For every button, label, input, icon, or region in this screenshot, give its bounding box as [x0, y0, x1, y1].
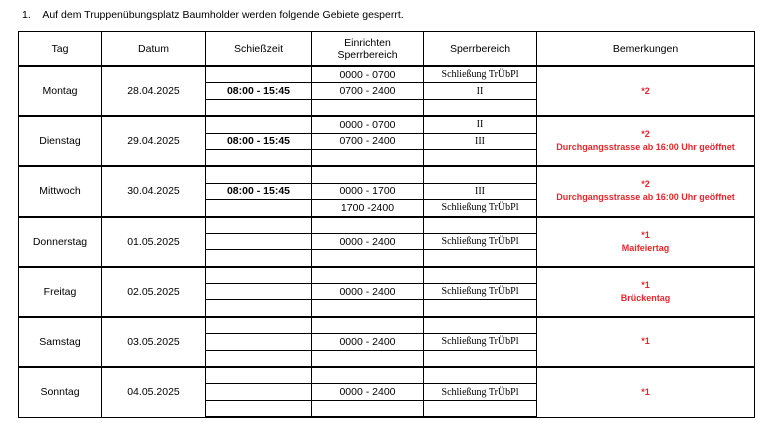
remark-text: Durchgangsstrasse ab 16:00 Uhr geöffnet: [556, 142, 735, 153]
remarks-cell: [537, 66, 755, 116]
day-date: 02.05.2025: [102, 267, 206, 317]
closure-area: [424, 367, 537, 384]
col-header-einrichten: Einrichten Sperrbereich: [312, 32, 424, 67]
day-date: 01.05.2025: [102, 217, 206, 267]
shooting-time: [206, 217, 312, 234]
setup-area-time: 0000 - 2400: [312, 334, 424, 350]
col-header-bemerkungen: Bemerkungen: [537, 32, 755, 67]
shooting-time: [206, 350, 312, 367]
setup-area-time: 0000 - 2400: [312, 384, 424, 400]
table-row: [19, 66, 755, 83]
day-name: Samstag: [19, 317, 102, 367]
remarks-cell: [537, 317, 755, 367]
closure-area: Schließung TrÜbPl: [424, 200, 537, 217]
remark-text: Brückentag: [620, 292, 671, 303]
shooting-time: [206, 66, 312, 83]
closure-area: Schließung TrÜbPl: [424, 384, 537, 400]
col-header-tag: Tag: [19, 32, 102, 67]
closure-area: III: [424, 133, 537, 149]
setup-area-time: [312, 400, 424, 417]
shooting-time: [206, 233, 312, 249]
shooting-time: [206, 317, 312, 334]
closure-area: [424, 400, 537, 417]
shooting-time: [206, 149, 312, 166]
setup-area-time: [312, 267, 424, 284]
day-name: Sonntag: [19, 367, 102, 417]
shooting-time: [206, 334, 312, 350]
setup-area-time: [312, 250, 424, 267]
remarks-cell: [537, 116, 755, 166]
section-title: Auf dem Truppenübungsplatz Baumholder werden folgende Gebiete gesperrt.: [42, 9, 404, 21]
day-name: Mittwoch: [19, 166, 102, 216]
day-name: Freitag: [19, 267, 102, 317]
day-date: 04.05.2025: [102, 367, 206, 417]
remark-text: Maifeiertag: [621, 242, 670, 253]
shooting-time: [206, 166, 312, 183]
closure-area: Schließung TrÜbPl: [424, 233, 537, 249]
setup-area-time: 0000 - 2400: [312, 284, 424, 300]
day-date: 28.04.2025: [102, 66, 206, 116]
shooting-time: [206, 250, 312, 267]
day-name: Dienstag: [19, 116, 102, 166]
closure-area: [424, 317, 537, 334]
setup-area-time: 1700 -2400: [312, 200, 424, 217]
remarks-cell: [537, 267, 755, 317]
table-row: [19, 217, 755, 234]
day-date: 29.04.2025: [102, 116, 206, 166]
remark-footnote: *2: [641, 179, 650, 190]
day-date: 30.04.2025: [102, 166, 206, 216]
setup-area-time: 0000 - 0700: [312, 66, 424, 83]
setup-area-time: 0700 - 2400: [312, 133, 424, 149]
remark-footnote: *1: [641, 336, 650, 347]
closure-area: [424, 99, 537, 116]
setup-area-time: [312, 166, 424, 183]
closure-area: Schließung TrÜbPl: [424, 284, 537, 300]
shooting-time: [206, 116, 312, 133]
shooting-time: [206, 99, 312, 116]
remark-text: Durchgangsstrasse ab 16:00 Uhr geöffnet: [556, 192, 735, 203]
table-row: [19, 116, 755, 133]
closure-area: [424, 217, 537, 234]
shooting-time: 08:00 - 15:45: [206, 83, 312, 99]
closure-schedule-table: [18, 31, 755, 418]
table-header-row: [19, 32, 755, 67]
table-row: [19, 367, 755, 384]
closure-area: Schließung TrÜbPl: [424, 66, 537, 83]
shooting-time: [206, 384, 312, 400]
section-heading: [22, 9, 404, 21]
closure-area: Schließung TrÜbPl: [424, 334, 537, 350]
setup-area-time: [312, 217, 424, 234]
shooting-time: 08:00 - 15:45: [206, 183, 312, 199]
closure-area: [424, 350, 537, 367]
remark-footnote: *2: [641, 129, 650, 140]
setup-area-time: [312, 317, 424, 334]
shooting-time: [206, 400, 312, 417]
day-name: Donnerstag: [19, 217, 102, 267]
table-row: [19, 166, 755, 183]
table-row: [19, 267, 755, 284]
setup-area-time: [312, 300, 424, 317]
setup-area-time: [312, 350, 424, 367]
remark-footnote: *1: [641, 386, 650, 397]
setup-area-time: 0700 - 2400: [312, 83, 424, 99]
schedule-body: [19, 66, 755, 417]
setup-area-time: [312, 99, 424, 116]
closure-area: [424, 250, 537, 267]
closure-area: [424, 149, 537, 166]
shooting-time: [206, 284, 312, 300]
day-date: 03.05.2025: [102, 317, 206, 367]
closure-area: [424, 300, 537, 317]
setup-area-time: [312, 367, 424, 384]
day-name: Montag: [19, 66, 102, 116]
shooting-time: 08:00 - 15:45: [206, 133, 312, 149]
col-header-schiesszeit: Schießzeit: [206, 32, 312, 67]
section-number: 1.: [22, 9, 31, 21]
shooting-time: [206, 300, 312, 317]
setup-area-time: 0000 - 0700: [312, 116, 424, 133]
remarks-cell: [537, 166, 755, 216]
closure-area: II: [424, 116, 537, 133]
setup-area-time: [312, 149, 424, 166]
remarks-cell: [537, 367, 755, 417]
closure-area: [424, 166, 537, 183]
shooting-time: [206, 267, 312, 284]
remark-footnote: *1: [641, 279, 650, 290]
table-row: [19, 317, 755, 334]
remarks-cell: [537, 217, 755, 267]
col-header-datum: Datum: [102, 32, 206, 67]
shooting-time: [206, 367, 312, 384]
shooting-time: [206, 200, 312, 217]
closure-area: [424, 267, 537, 284]
setup-area-time: 0000 - 1700: [312, 183, 424, 199]
setup-area-time: 0000 - 2400: [312, 233, 424, 249]
col-header-sperrbereich: Sperrbereich: [424, 32, 537, 67]
remark-footnote: *1: [641, 229, 650, 240]
closure-area: III: [424, 183, 537, 199]
closure-area: II: [424, 83, 537, 99]
remark-footnote: *2: [641, 85, 650, 96]
